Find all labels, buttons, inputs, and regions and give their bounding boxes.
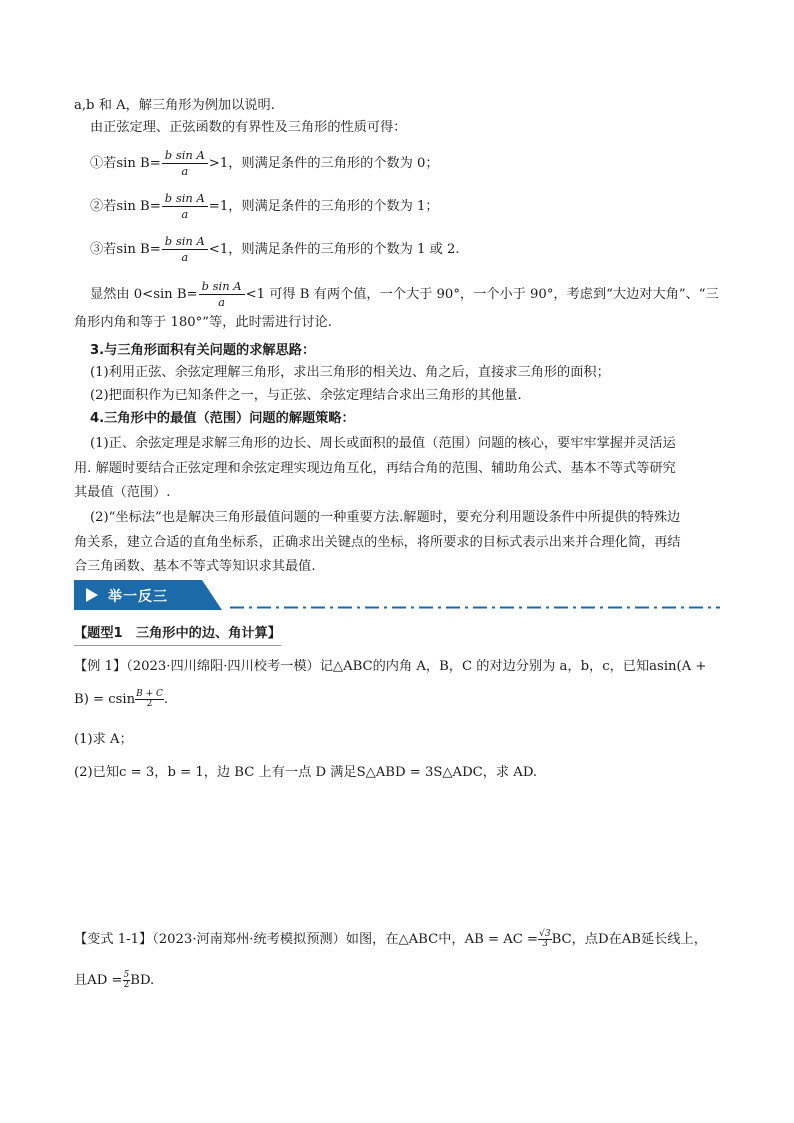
dash-divider bbox=[230, 606, 720, 609]
h4-item-1c: 其最值（范围）. bbox=[74, 485, 171, 500]
heading-3: 3.与三角形面积有关问题的求解思路： bbox=[90, 343, 316, 358]
banner-title: 举一反三 bbox=[108, 589, 168, 605]
h4-item-1b: 用. 解题时要结合正弦定理和余弦定理实现边角互化，再结合角的范围、辅助角公式、基本不等式等研究 bbox=[74, 461, 676, 476]
property-line: 由正弦定理、正弦函数的有界性及三角形的性质可得： bbox=[90, 120, 407, 135]
example-1-line-1: 【例 1】（2023·四川绵阳·四川校考一模）记△ABC的内角 A，B，C 的对边分别为 a，b，c，已知asin(A + bbox=[74, 659, 707, 674]
fraction: $\frac{\text{b sin A}}{a}$ bbox=[162, 234, 208, 265]
h4-item-1a: (1)正、余弦定理是求解三角形的边长、周长或面积的最值（范围）问题的核心，要牢牢掌握并灵活运 bbox=[90, 436, 676, 451]
h4-item-2a: (2)“坐标法”也是解决三角形最值问题的一种重要方法.解题时，要充分利用题设条件中所提供的特殊边 bbox=[90, 510, 681, 525]
example-1-question-2: (2)已知c = 3，b = 1，边 BC 上有一点 D 满足S△ABD = 3S△ADC，求 AD. bbox=[74, 765, 538, 780]
example-1-line-2: B) = csin $\frac{B + C}{2}$ . bbox=[74, 689, 169, 709]
fraction: $\frac{\text{b sin A}}{a}$ bbox=[162, 148, 208, 179]
type-heading: 【题型1 三角形中的边、角计算】 bbox=[74, 625, 281, 646]
discussion-line-2: 角形内角和等于 180°”等，此时需进行讨论. bbox=[74, 315, 332, 330]
example-1-question-1: (1)求 A； bbox=[74, 732, 133, 747]
h3-item-2: (2)把面积作为已知条件之一，与正弦、余弦定理结合求出三角形的其他量. bbox=[90, 388, 522, 403]
heading-4: 4.三角形中的最值（范围）问题的解题策略： bbox=[90, 411, 355, 426]
variant-1-1-line-1: 【变式 1-1】（2023·河南郑州·统考模拟预测）如图，在△ABC中，AB = AC = $\frac{√3}{3}$ BC，点D在AB延长线上， bbox=[74, 929, 707, 949]
intro-line: a,b 和 A，解三角形为例加以说明. bbox=[74, 98, 275, 113]
variant-1-1-line-2: 且AD = $\frac{5}{2}$ BD. bbox=[74, 970, 155, 990]
case-2: ②若sin B= $\frac{\text{b sin A}}{a}$ =1，则满足条件的三角形的个数为 1； bbox=[90, 191, 439, 221]
discussion-line-1: 显然由 0<sin B= $\frac{\text{b sin A}}{a}$ <1 可得 B 有两个值，一个大于 90°，一个小于 90°，考虑到“大边对大角”、“三 bbox=[90, 279, 719, 309]
h3-item-1: (1)利用正弦、余弦定理解三角形，求出三角形的相关边、角之后，直接求三角形的面积； bbox=[90, 365, 610, 380]
half-angle-fraction: $\frac{B + C}{2}$ bbox=[136, 689, 163, 709]
case-1: ①若sin B= $\frac{\text{b sin A}}{a}$ >1，则满足条件的三角形的个数为 0； bbox=[90, 148, 439, 178]
h4-item-2b: 角关系，建立合适的直角坐标系，正确求出关键点的坐标，将所要求的目标式表示出来并合理化简，再结 bbox=[74, 535, 681, 550]
five-halves-fraction: $\frac{5}{2}$ bbox=[123, 970, 130, 990]
h4-item-2c: 合三角函数、基本不等式等知识求其最值. bbox=[74, 559, 316, 574]
fraction: $\frac{\text{b sin A}}{a}$ bbox=[162, 191, 208, 222]
root3-fraction: $\frac{√3}{3}$ bbox=[539, 929, 551, 949]
fraction: $\frac{\text{b sin A}}{a}$ bbox=[199, 279, 245, 310]
case-3: ③若sin B= $\frac{\text{b sin A}}{a}$ <1，则满足条件的三角形的个数为 1 或 2. bbox=[90, 234, 460, 264]
